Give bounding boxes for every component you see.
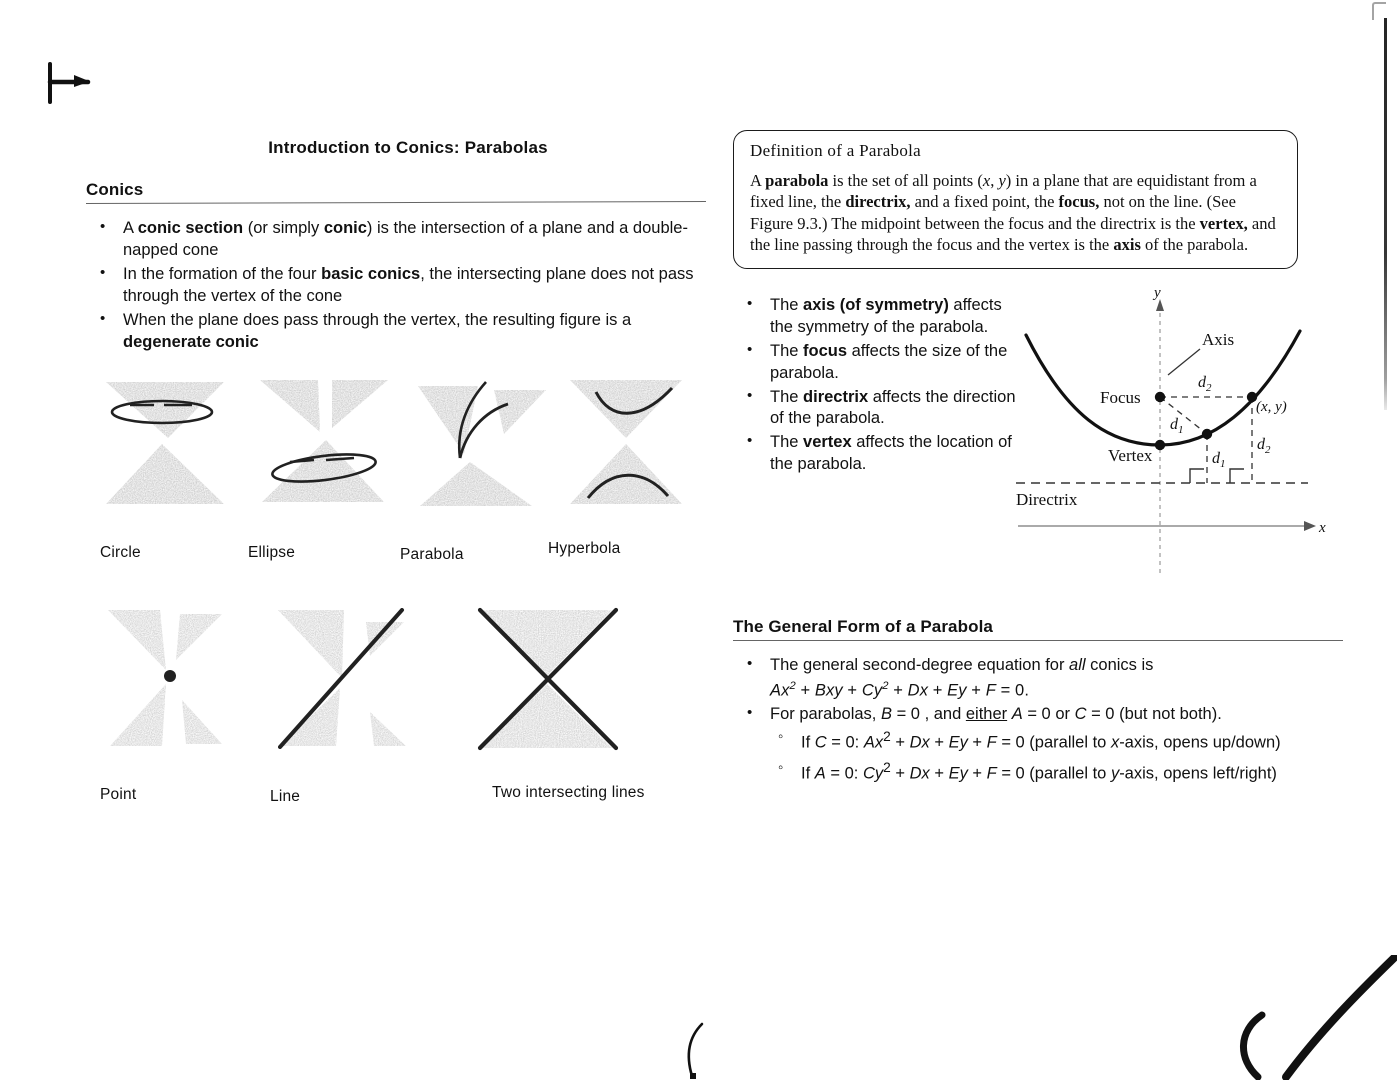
conics-bullet-list <box>86 218 706 354</box>
cone-figure-ellipse <box>256 376 391 511</box>
degenerate-figure-label-line: Line <box>270 787 301 805</box>
figure-label-focus: Focus <box>1100 387 1141 407</box>
parabola-feature-bullet: • The vertex affects the location of the parabola. <box>733 432 1018 476</box>
degenerate-figures-row <box>86 604 706 819</box>
left-column <box>86 180 706 819</box>
figure-label-d2-upper: $d_2$ <box>1198 373 1212 394</box>
handwritten-mark-top-left <box>44 60 114 110</box>
general-conic-equation: $Ax^2$ + Bxy + $Cy^2 + Dx + Ey + F = 0$. <box>770 679 1029 700</box>
parabola-feature-bullet: • The directrix affects the direction of the parabola. <box>733 387 1018 431</box>
conics-bullet: • When the plane does pass through the vertex, the resulting figure is a degenerate conic <box>86 310 706 354</box>
general-form-bullet: • For parabolas, B = 0 , and either A = 0 or C = 0 (but not both). ◦ If C = 0: $Ax^2 + Dx + Ey + F = 0$ (parallel to x-axis, opens up/down) ◦ If A = 0: $Cy^2 + Dx + Ey + F = 0$ (parallel to y-axis, opens left/right) <box>733 704 1343 785</box>
figure-label-y-axis: y <box>1154 284 1161 301</box>
figure-label-d1-lower: $d_1$ <box>1212 449 1226 470</box>
conic-figure-label-circle: Circle <box>100 543 141 561</box>
general-form-sub-bullet: ◦ If A = 0: $Cy^2 + Dx + Ey + F = 0$ (parallel to y-axis, opens left/right) <box>770 758 1343 786</box>
definition-title: Definition of a Parabola <box>750 141 922 160</box>
conics-bullet: • In the formation of the four basic conics, the intersecting plane does not pass through the vertex of the cone <box>86 264 706 308</box>
figure-label-x-axis: x <box>1319 519 1326 536</box>
page-title: Introduction to Conics: Parabolas <box>268 138 548 157</box>
degenerate-figure-label-point: Point <box>100 785 137 803</box>
parabola-feature-bullet: • The axis (of symmetry) affects the symmetry of the parabola. <box>733 295 1018 339</box>
conics-bullet: • A conic section (or simply conic) is the intersection of a plane and a double-napped cone <box>86 218 706 262</box>
definition-box <box>733 130 1298 269</box>
general-form-bullet-list <box>733 655 1343 786</box>
general-form-sub-list <box>770 727 1343 785</box>
section-heading-general-form: The General Form of a Parabola <box>733 616 993 636</box>
scan-edge-line <box>1384 18 1387 410</box>
figure-label-axis: Axis <box>1202 329 1235 349</box>
conic-figures-row <box>86 376 706 586</box>
section-heading-conics: Conics <box>86 180 144 199</box>
handwritten-mark-bottom-center <box>672 1020 722 1080</box>
cone-figure-hyperbola <box>564 376 694 511</box>
handwritten-mark-bottom-right <box>1190 955 1397 1080</box>
general-form-rule <box>733 640 1343 641</box>
cone-figure-parabola <box>412 376 552 511</box>
degenerate-figure-point <box>100 604 230 754</box>
definition-body: A parabola is the set of all points (x, y) in a plane that are equidistant from a fixed line, the directrix, and a fixed point, the focus, not on the line. (See Figure 9.3.) The midpoint between the focus and the directrix is the vertex, and the line passing through the focus and the vertex is the axis of the parabola. <box>750 171 1276 255</box>
figure-label-point: (x, y) <box>1256 398 1287 415</box>
parabola-feature-bullet: • The focus affects the size of the parabola. <box>733 341 1018 385</box>
general-form-section <box>733 617 1343 786</box>
figure-label-vertex: Vertex <box>1108 445 1153 465</box>
parabola-feature-list <box>733 295 1018 479</box>
cone-figure-circle <box>100 376 230 511</box>
parabola-features-row <box>733 284 1343 595</box>
figure-label-directrix: Directrix <box>1016 489 1078 509</box>
right-column <box>733 130 1343 788</box>
figure-label-d2-lower: $d_2$ <box>1257 435 1271 456</box>
general-form-bullet: • The general second-degree equation for all conics is $Ax^2$ + Bxy + $Cy^2 + Dx + Ey + F = 0$. <box>733 655 1343 702</box>
degenerate-figure-line <box>270 604 415 754</box>
general-form-sub-bullet: ◦ If C = 0: $Ax^2 + Dx + Ey + F = 0$ (parallel to x-axis, opens up/down) <box>770 727 1343 755</box>
degenerate-figure-two-lines <box>470 604 625 754</box>
conic-figure-label-ellipse: Ellipse <box>248 543 296 561</box>
conic-figure-label-parabola: Parabola <box>400 545 464 563</box>
parabola-diagram <box>1008 283 1338 583</box>
degenerate-figure-label-two-lines: Two intersecting lines <box>492 783 645 801</box>
conic-figure-label-hyperbola: Hyperbola <box>548 539 621 557</box>
figure-label-d1-upper: $d_1$ <box>1170 415 1184 436</box>
